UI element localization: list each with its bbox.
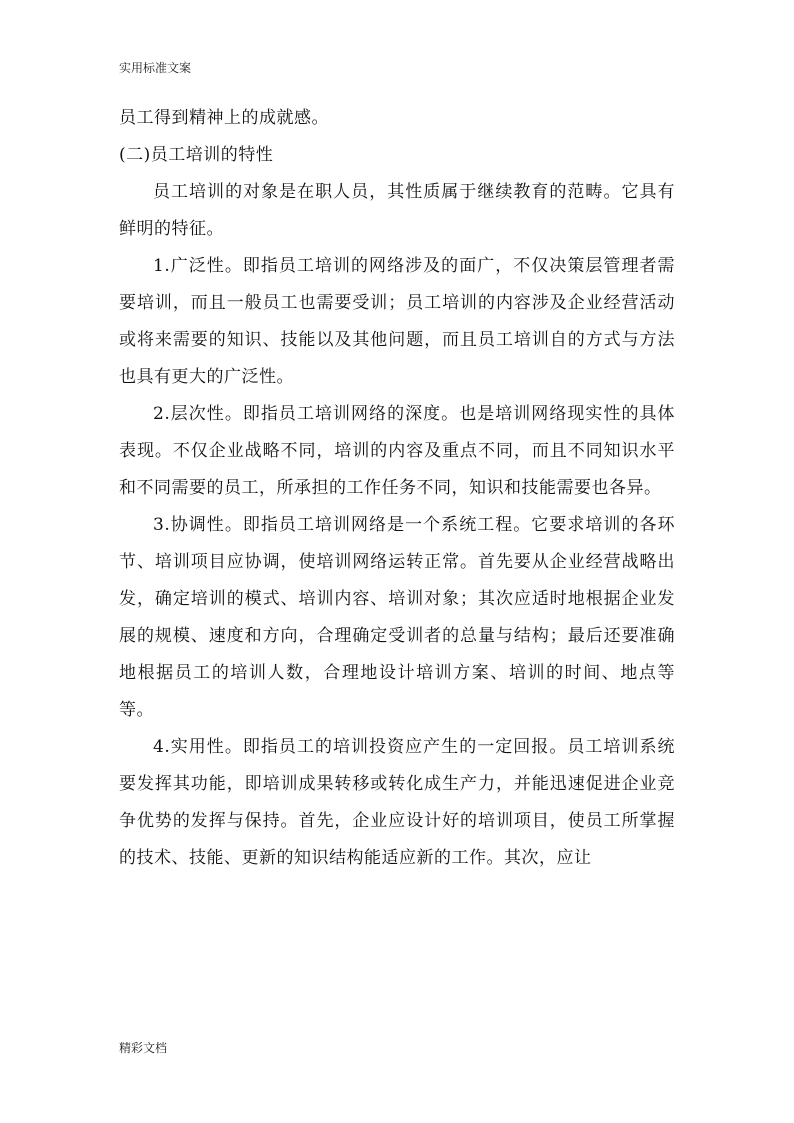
header-divider xyxy=(119,88,675,89)
paragraph-item-4: 4.实用性。即指员工的培训投资应产生的一定回报。员工培训系统要发挥其功能，即培训成果转移或转化成生产力，并能迅速促进企业竞争优势的发挥与保持。首先，企业应设计好的培训项目，使员工所掌握的技术、技能、更新的知识结构能适应新的工作。其次，应让 xyxy=(119,737,675,868)
paragraph-item-1: 1.广泛性。即指员工培训的网络涉及的面广，不仅决策层管理者需要培训，而且一般员工也需要受训；员工培训的内容涉及企业经营活动或将来需要的知识、技能以及其他问题，而且员工培训自的方式与方法也具有更大的广泛性。 xyxy=(119,256,675,387)
section-heading: (二)员工培训的特性 xyxy=(119,145,274,165)
page-footer: 精彩文档 xyxy=(119,1041,168,1055)
paragraph-item-2: 2.层次性。即指员工培训网络的深度。也是培训网络现实性的具体表现。不仅企业战略不同，培训的内容及重点不同，而且不同知识水平和不同需要的员工，所承担的工作任务不同，知识和技能需要也各异。 xyxy=(119,404,675,498)
paragraph-continuation: 员工得到精神上的成就感。 xyxy=(119,108,329,128)
paragraph-item-3: 3.协调性。即指员工培训网络是一个系统工程。它要求培训的各环节、培训项目应协调，使培训网络运转正常。首先要从企业经营战略出发，确定培训的模式、培训内容、培训对象；其次应适时地根据企业发展的规模、速度和方向，合理确定受训者的总量与结构；最后还要准确地根据员工的培训人数，合理地设计培训方案、培训的时间、地点等等。 xyxy=(119,515,675,720)
document-body xyxy=(119,100,675,877)
paragraph-intro: 员工培训的对象是在职人员，其性质属于继续教育的范畴。它具有鲜明的特征。 xyxy=(119,182,675,239)
page-header: 实用标准文案 xyxy=(119,61,192,75)
